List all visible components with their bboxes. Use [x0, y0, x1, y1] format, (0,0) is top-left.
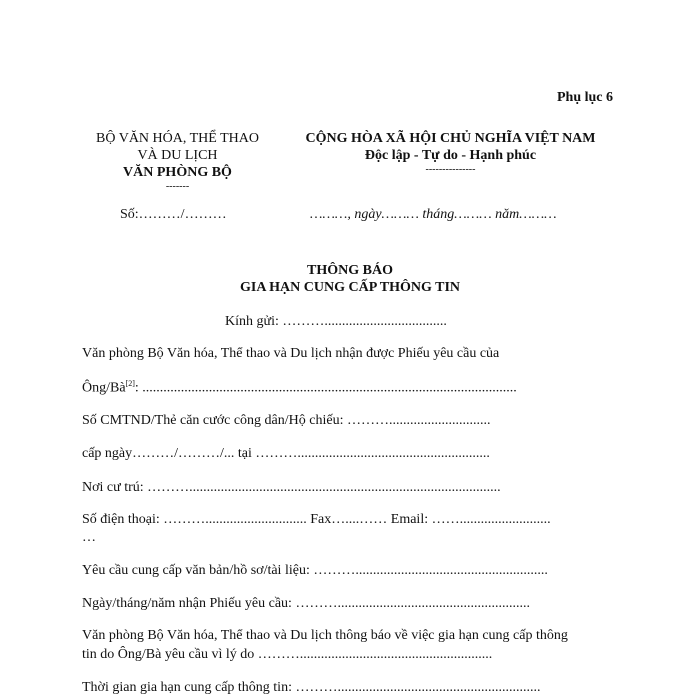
- title-line1: THÔNG BÁO: [307, 263, 393, 278]
- footnote-ref: [2]: [125, 379, 135, 388]
- applicant-dots: : ...........................................................................................................: [134, 380, 517, 396]
- contact-line: Số điện thoại: ………............................. Fax…....…… Email: ……..........................: [82, 512, 551, 527]
- notice-line-1: Văn phòng Bộ Văn hóa, Thể thao và Du lịch thông báo về việc gia hạn cung cấp thông: [82, 628, 568, 643]
- title-line2: GIA HẠN CUNG CẤP THÔNG TIN: [239, 280, 460, 295]
- appendix-label: Phụ lục 6: [557, 90, 614, 105]
- extension-line: Thời gian gia hạn cung cấp thông tin: ………..........................................................: [82, 680, 541, 695]
- received-date-line: Ngày/tháng/năm nhận Phiếu yêu cầu: ……….......................................................: [82, 596, 530, 611]
- agency-ministry-line1: BỘ VĂN HÓA, THỂ THAO: [96, 131, 259, 146]
- agency-ministry-line2: VÀ DU LỊCH: [137, 148, 218, 163]
- document-number: Số:………/………: [120, 207, 227, 222]
- national-rule: ---------------: [425, 164, 476, 175]
- residence-line: Nơi cư trú: ……….........................................................................................: [82, 480, 501, 495]
- document-title: [150, 262, 550, 296]
- salutation: Kính gửi: ………...................................: [225, 314, 447, 329]
- contact-wrap: …: [82, 530, 96, 545]
- issue-line: cấp ngày………/………/... tại ……….......................................................: [82, 446, 490, 461]
- national-name: CỘNG HÒA XÃ HỘI CHỦ NGHĨA VIỆT NAM: [305, 131, 596, 146]
- national-header: [278, 130, 623, 176]
- notice-line-2: tin do Ông/Bà yêu cầu vì lý do ……….......................................................: [82, 647, 493, 662]
- applicant-prefix: Ông/Bà: [82, 380, 126, 396]
- agency-office-name: VĂN PHÒNG BỘ: [123, 165, 232, 180]
- id-line: Số CMTND/Thẻ căn cước công dân/Hộ chiếu: ……….............................: [82, 413, 491, 428]
- agency-header: [60, 130, 295, 193]
- agency-rule: -------: [165, 181, 190, 192]
- applicant-line: [82, 379, 517, 397]
- date-line: ………, ngày……… tháng……… năm………: [310, 207, 557, 222]
- intro-line: Văn phòng Bộ Văn hóa, Thể thao và Du lịch nhận được Phiếu yêu cầu của: [82, 346, 500, 361]
- request-line: Yêu cầu cung cấp văn bản/hồ sơ/tài liệu: ……….......................................................: [82, 563, 548, 578]
- national-motto: Độc lập - Tự do - Hạnh phúc: [364, 148, 537, 163]
